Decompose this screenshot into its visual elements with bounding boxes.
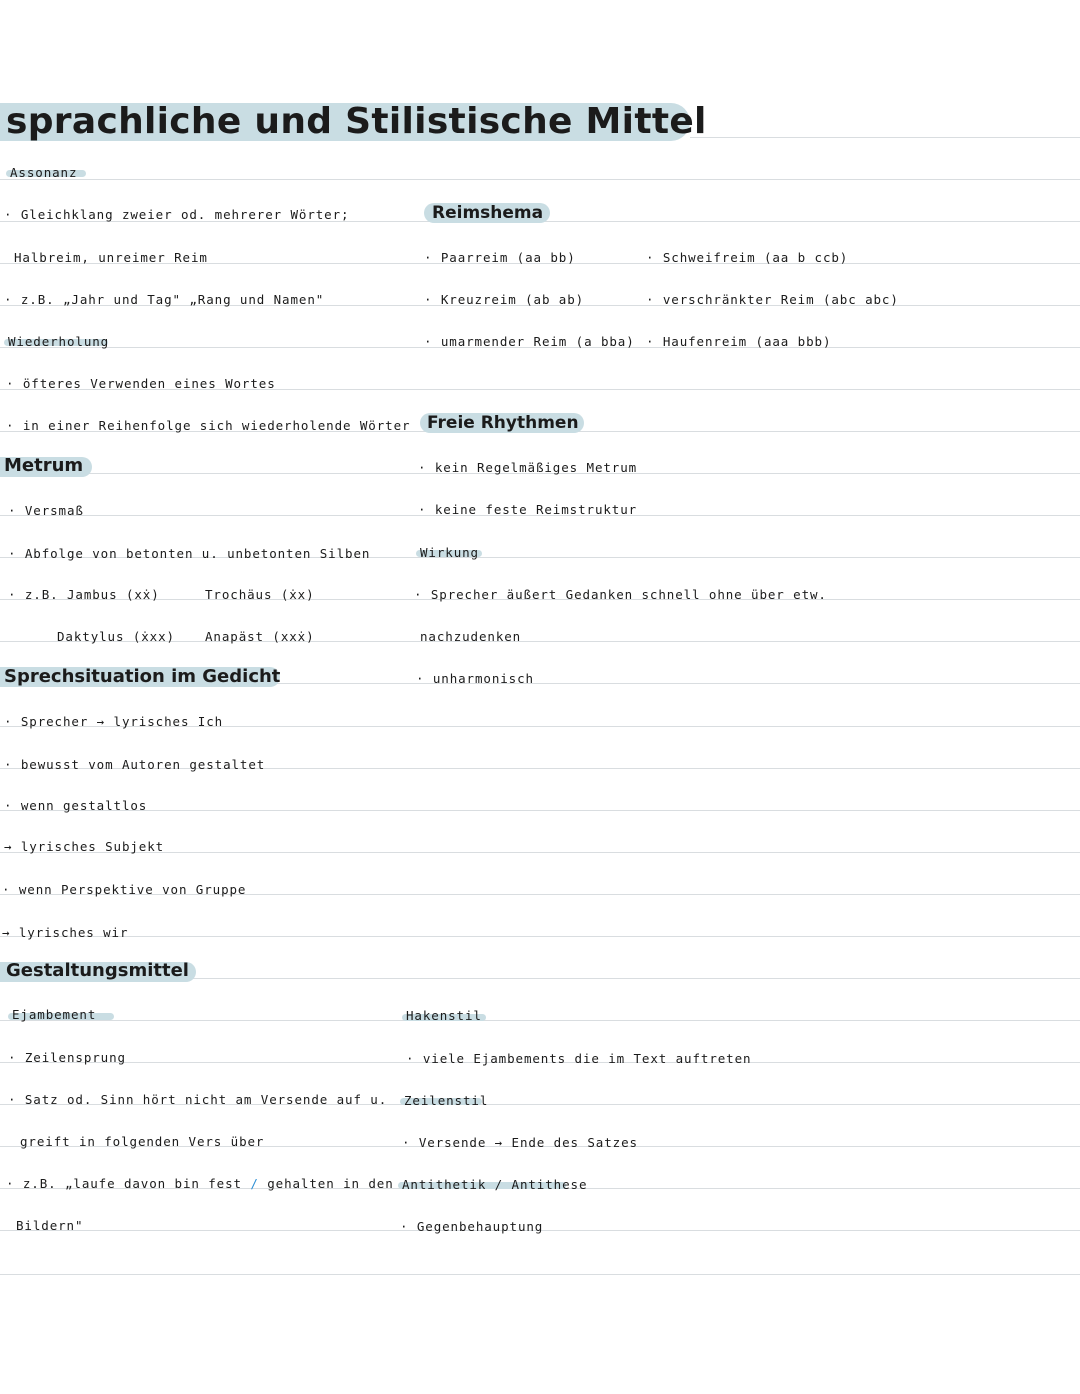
antithetik-heading: Antithetik / Antithese (402, 1177, 588, 1192)
zeilenstil-heading: Zeilenstil (404, 1093, 489, 1108)
wirkung-heading: Wirkung (420, 545, 479, 560)
hakenstil-line-1: · viele Ejambements die im Text auftreten (406, 1051, 752, 1066)
sprechsituation-line-6: → lyrisches wir (2, 925, 129, 940)
metrum-line-2: · Abfolge von betonten u. unbetonten Silben (8, 546, 371, 561)
ejambement-example-start: · z.B. „laufe davon bin fest (6, 1176, 242, 1191)
ejambement-heading: Ejambement (12, 1007, 97, 1022)
reimschema-haufenreim: · Haufenreim (aaa bbb) (646, 334, 832, 349)
wirkung-line-2: nachzudenken (420, 629, 522, 644)
assonanz-heading: Assonanz (10, 165, 78, 180)
reimschema-heading: Reimshema (432, 203, 544, 223)
ejambement-line-2: · Satz od. Sinn hört nicht am Versende auf u. (8, 1092, 388, 1107)
page-title: sprachliche und Stilistische Mittel (6, 101, 707, 142)
assonanz-line-2: Halbreim, unreimer Reim (14, 250, 208, 265)
hakenstil-heading: Hakenstil (406, 1008, 482, 1023)
ejambement-line-1: · Zeilensprung (8, 1050, 126, 1065)
antithetik-line-1: · Gegenbehauptung (400, 1219, 544, 1234)
metrum-heading: Metrum (4, 455, 84, 476)
wiederholung-heading: Wiederholung (8, 334, 110, 349)
metrum-trochaeus: Trochäus (ẋx) (205, 587, 315, 602)
line-break-slash: / (250, 1176, 259, 1191)
assonanz-line-3: · z.B. „Jahr und Tag" „Rang und Namen" (4, 292, 325, 307)
zeilenstil-line-1: · Versende → Ende des Satzes (402, 1135, 638, 1150)
assonanz-line-1: · Gleichklang zweier od. mehrerer Wörter; (4, 207, 350, 222)
metrum-line-1: · Versmaß (8, 503, 84, 518)
gestaltungsmittel-heading: Gestaltungsmittel (6, 960, 189, 981)
ejambement-line-3: greift in folgenden Vers über (20, 1134, 265, 1149)
reimschema-paarreim: · Paarreim (aa bb) (424, 250, 576, 265)
sprechsituation-line-1: · Sprecher → lyrisches Ich (4, 714, 224, 729)
sprechsituation-line-5: · wenn Perspektive von Gruppe (2, 882, 247, 897)
ejambement-example-end: gehalten in den (267, 1176, 394, 1191)
metrum-jambus: · z.B. Jambus (xẋ) (8, 587, 160, 602)
sprechsituation-heading: Sprechsituation im Gedicht (4, 666, 281, 687)
sprechsituation-line-4: → lyrisches Subjekt (4, 839, 165, 854)
reimschema-schweifreim: · Schweifreim (aa b ccb) (646, 250, 849, 265)
freie-rhythmen-line-1: · kein Regelmäßiges Metrum (418, 460, 638, 475)
wirkung-line-1: · Sprecher äußert Gedanken schnell ohne über etw. (414, 587, 827, 602)
ejambement-line-5: Bildern" (16, 1218, 84, 1233)
reimschema-umarmender-reim: · umarmender Reim (a bba) (424, 334, 635, 349)
metrum-daktylus: Daktylus (ẋxx) (57, 629, 175, 644)
reimschema-verschraenkter-reim: · verschränkter Reim (abc abc) (646, 292, 899, 307)
metrum-anapaest: Anapäst (xxẋ) (205, 629, 315, 644)
sprechsituation-line-3: · wenn gestaltlos (4, 798, 148, 813)
sprechsituation-line-2: · bewusst vom Autoren gestaltet (4, 757, 266, 772)
ejambement-line-4 (6, 1176, 394, 1192)
reimschema-kreuzreim: · Kreuzreim (ab ab) (424, 292, 585, 307)
wiederholung-line-2: · in einer Reihenfolge sich wiederholende Wörter (6, 418, 411, 433)
freie-rhythmen-line-2: · keine feste Reimstruktur (418, 502, 638, 517)
wirkung-line-3: · unharmonisch (416, 671, 534, 686)
wiederholung-line-1: · öfteres Verwenden eines Wortes (6, 376, 276, 391)
freie-rhythmen-heading: Freie Rhythmen (427, 413, 579, 433)
